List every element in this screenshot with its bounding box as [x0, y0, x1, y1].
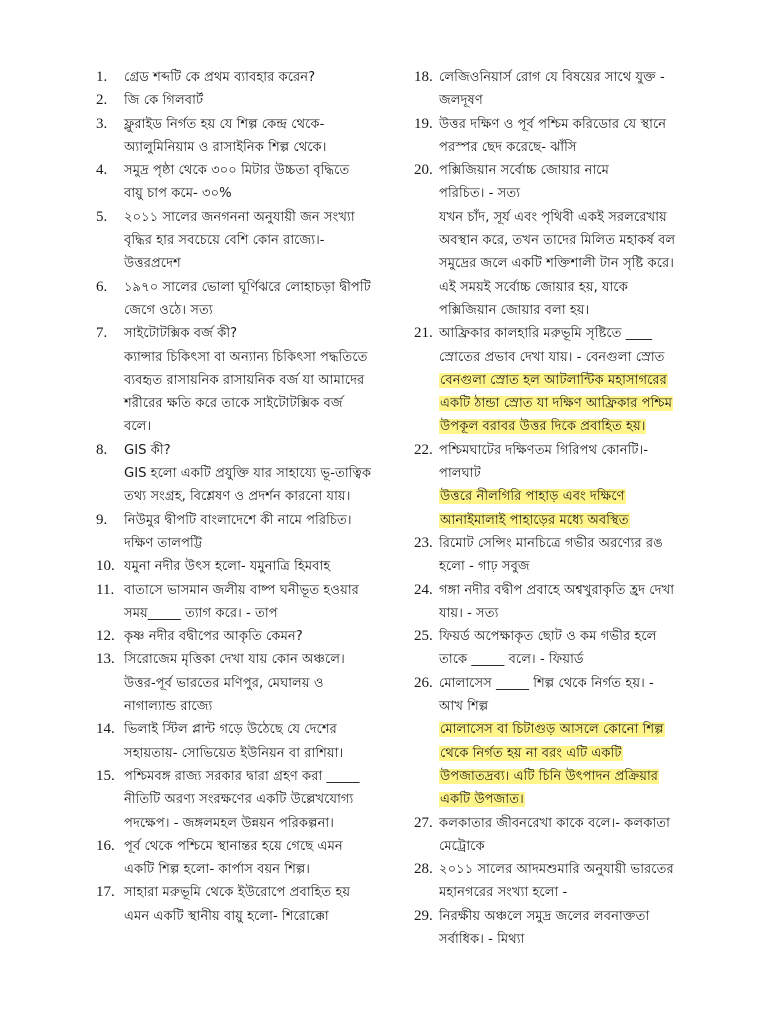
- question-line: [439, 66, 696, 89]
- question-number: 18.: [414, 69, 433, 85]
- question-item: [96, 579, 386, 626]
- question-line: [124, 555, 386, 578]
- line-text: সাইটোটক্সিক বর্জ কী?: [124, 326, 238, 342]
- question-item: [96, 718, 386, 765]
- question-number: 2.: [96, 92, 108, 109]
- line-text: গ্রেড শব্দটি কে প্রথম ব্যাবহার করেন?: [124, 70, 316, 85]
- question-line: [124, 509, 386, 532]
- line-text: জলদূষণ: [439, 93, 483, 109]
- question-line: [439, 695, 696, 718]
- question-item: [96, 113, 386, 160]
- question-line: [124, 672, 386, 695]
- question-body: [439, 672, 696, 812]
- question-number: 27.: [414, 814, 433, 831]
- line-text: জেগে ওঠে। সত্য: [124, 302, 213, 318]
- question-number: 1.: [96, 69, 108, 85]
- question-body: [124, 66, 386, 89]
- question-line: [439, 602, 696, 625]
- question-line: [439, 555, 696, 578]
- question-item: [414, 66, 696, 113]
- question-line: [124, 695, 386, 718]
- question-line: [439, 369, 696, 392]
- question-item: [96, 509, 386, 556]
- line-text: নিউমুর দ্বীপটি বাংলাদেশে কী নামে পরিচিত।: [124, 512, 352, 528]
- question-line: [439, 346, 696, 369]
- question-line: [124, 742, 386, 765]
- question-item: [414, 858, 696, 905]
- highlighted-answer-text: থেকে নির্গত হয় না বরং এটি একটি: [440, 745, 622, 761]
- question-line: [439, 835, 696, 858]
- question-number: 8.: [96, 441, 108, 458]
- question-line: [439, 462, 696, 485]
- question-line: [439, 276, 696, 299]
- question-line: [124, 439, 386, 462]
- line-text: শরীরের ক্ষতি করে তাকে সাইটোটক্সিক বর্জ: [124, 396, 343, 412]
- line-text: নিরক্ষীয় অঞ্চলে সমুদ্র জলের লবনাক্ততা: [439, 908, 650, 924]
- line-text: পশ্চিমঘাটের দক্ষিণতম গিরিপথ কোনটি।-: [439, 442, 649, 458]
- line-text: যায়। - সত্য: [439, 605, 499, 621]
- highlighted-answer-text: উপকূল বরাবর উত্তর দিকে প্রবাহিত হয়।: [440, 419, 646, 435]
- line-text: কলকাতার জীবনরেখা কাকে বলে।- কলকাতা: [439, 815, 671, 831]
- question-item: [414, 159, 696, 322]
- line-text: ২০১১ সালের জনগননা অনুযায়ী জন সংখ্যা: [124, 209, 355, 225]
- question-number: 17.: [96, 884, 115, 901]
- question-line: [439, 322, 696, 345]
- line-text: মহানগরের সংখ্যা হলো -: [439, 885, 568, 901]
- question-line: [124, 858, 386, 881]
- line-text: সিরোজেম মৃত্তিকা দেখা যায় কোন অঞ্চলে।: [124, 652, 345, 668]
- highlighted-answer-text: আনাইমালাই পাহাড়ের মধ্যে অবস্থিত: [440, 512, 629, 528]
- question-line: [439, 905, 696, 928]
- line-text: বৃদ্ধির হার সবচেয়ে বেশি কোন রাজ্যে।-: [124, 233, 325, 249]
- question-line: [124, 159, 386, 182]
- line-text: সমুদ্র পৃষ্ঠা থেকে ৩০০ মিটার উচ্চতা বৃদ্ধিতে: [124, 163, 350, 179]
- line-text: সর্বাধিক। - মিথ্যা: [439, 931, 525, 947]
- line-text: আফ্রিকার কালহারি মরুভূমি সৃষ্টিতে ____: [439, 326, 653, 342]
- question-line: [439, 229, 696, 252]
- question-number: 3.: [96, 115, 108, 132]
- question-item: [414, 579, 696, 626]
- line-text: কৃষ্ণ নদীর বদ্বীপের আকৃতি কেমন?: [124, 629, 303, 645]
- line-text: একটি শিল্প হলো- কার্পাস বয়ন শিল্প।: [124, 862, 311, 878]
- question-line: [439, 392, 696, 415]
- question-line: [124, 532, 386, 555]
- question-number: 10.: [96, 558, 115, 575]
- line-text: বায়ু চাপ কমে- ৩০%: [124, 186, 232, 202]
- line-text: রিমোট সেন্সিং মানচিত্রে গভীর অরণ্যের রঙ: [439, 535, 663, 551]
- question-number: 12.: [96, 628, 115, 645]
- line-text: এমন একটি স্থানীয় বায়ু হলো- শিরোক্কো: [124, 908, 329, 924]
- question-line: [124, 276, 386, 299]
- question-line: [124, 66, 386, 89]
- line-text: পরিচিত। - সত্য: [439, 186, 521, 202]
- question-number: 20.: [414, 162, 433, 179]
- line-text: গঙ্গা নদীর বদ্বীপ প্রবাহে অশ্বখুরাকৃতি হ্রদ দেখা: [439, 582, 675, 598]
- left-column: [96, 66, 386, 928]
- line-text: ১৯৭০ সালের ভোলা ঘূর্ণিঝরে লোহাচড়া দ্বীপটি: [124, 279, 371, 295]
- line-text: লেজিওনিয়ার্স রোগ যে বিষয়ের সাথে যুক্ত -: [439, 70, 665, 85]
- line-text: পরস্পর ছেদ করেছে- ঝাঁসি: [439, 139, 577, 155]
- question-body: [124, 881, 386, 928]
- question-line: [439, 579, 696, 602]
- line-text: ভিলাই স্টিল প্লান্ট গড়ে উঠেছে যে দেশের: [124, 722, 337, 738]
- line-text: ক্যান্সার চিকিৎসা বা অন্যান্য চিকিৎসা পদ্ধতিতে: [124, 349, 368, 365]
- line-text: পক্সিজিয়ান জোয়ার বলা হয়।: [439, 302, 590, 318]
- question-body: [439, 66, 696, 113]
- line-text: উত্তর-পূর্ব ভারতের মণিপুর, মেঘালয় ও: [124, 675, 324, 691]
- question-line: [124, 229, 386, 252]
- line-text: মোলাসেস _____ শিল্প থেকে নির্গত হয়। -: [439, 675, 654, 691]
- question-line: [124, 415, 386, 438]
- question-item: [96, 322, 386, 438]
- question-line: [124, 346, 386, 369]
- question-line: [124, 881, 386, 904]
- question-body: [124, 89, 386, 112]
- line-text: সময়_____ ত্যাগ করে। - তাপ: [124, 605, 278, 621]
- line-text: যমুনা নদীর উৎস হলো- যমুনাত্রি হিমবাহ: [124, 559, 331, 575]
- question-number: 28.: [414, 861, 433, 878]
- question-number: 22.: [414, 441, 433, 458]
- line-text: ব্যবহৃত রাসায়নিক রাসায়নিক বর্জ যা আমাদের: [124, 372, 365, 388]
- question-number: 26.: [414, 674, 433, 691]
- question-number: 14.: [96, 721, 115, 738]
- line-text: হলো - গাঢ় সবুজ: [439, 559, 530, 575]
- question-item: [414, 905, 696, 952]
- question-line: [124, 905, 386, 928]
- line-text: পক্সিজিয়ান সর্বোচ্চ জোয়ার নামে: [439, 163, 609, 179]
- question-item: [414, 625, 696, 672]
- line-text: জি কে গিলবার্ট: [124, 93, 204, 109]
- question-number: 15.: [96, 767, 115, 784]
- question-item: [96, 555, 386, 578]
- line-text: পশ্চিমবঙ্গ রাজ্য সরকার দ্বারা গ্রহণ করা _____: [124, 768, 360, 784]
- line-text: নীতিটি অরণ্য সংরক্ষণের একটি উল্লেখযোগ্য: [124, 792, 354, 808]
- question-item: [414, 322, 696, 438]
- question-line: [439, 718, 696, 741]
- line-text: সাহারা মরুভূমি থেকে ইউরোপে প্রবাহিত হয়: [124, 885, 351, 901]
- question-body: [124, 835, 386, 882]
- question-body: [124, 765, 386, 835]
- question-item: [96, 159, 386, 206]
- question-item: [96, 765, 386, 835]
- question-line: [124, 182, 386, 205]
- question-line: [439, 113, 696, 136]
- question-line: [124, 718, 386, 741]
- question-line: [439, 485, 696, 508]
- question-line: [124, 579, 386, 602]
- question-body: [124, 509, 386, 556]
- question-line: [439, 648, 696, 671]
- question-item: [96, 439, 386, 509]
- question-line: [439, 182, 696, 205]
- question-body: [124, 439, 386, 509]
- question-line: [439, 136, 696, 159]
- question-body: [124, 206, 386, 276]
- highlighted-answer-text: মোলাসেস বা চিটাগুড় আসলে কোনো শিল্প: [440, 722, 664, 738]
- question-line: [439, 928, 696, 951]
- question-number: 19.: [414, 115, 433, 132]
- question-item: [96, 206, 386, 276]
- question-item: [96, 648, 386, 718]
- highlighted-answer-text: উপজাতদ্রব্য। এটি চিনি উৎপাদন প্রক্রিয়ার: [440, 768, 659, 784]
- line-text: সহায়তায়- সোভিয়েত ইউনিয়ন বা রাশিয়া।: [124, 745, 344, 761]
- question-item: [414, 812, 696, 859]
- question-line: [124, 392, 386, 415]
- question-number: 23.: [414, 534, 433, 551]
- question-line: [124, 625, 386, 648]
- question-line: [124, 206, 386, 229]
- question-line: [439, 881, 696, 904]
- question-line: [124, 462, 386, 485]
- line-text: পালঘাট: [439, 466, 481, 482]
- question-number: 16.: [96, 837, 115, 854]
- line-text: উত্তর দক্ষিণ ও পূর্ব পশ্চিম করিডোর যে স্থানে: [439, 116, 667, 132]
- question-item: [414, 439, 696, 532]
- line-text: সমুদ্রের জলে একটি শক্তিশালী টান সৃষ্টি করে।: [439, 256, 675, 272]
- question-number: 9.: [96, 511, 108, 528]
- question-item: [96, 835, 386, 882]
- line-text: অবস্থান করে, তখন তাদের মিলিত মহাকর্ষ বল: [439, 233, 676, 249]
- line-text: যখন চাঁদ, সূর্য এবং পৃথিবী একই সরলরেখায়: [439, 209, 667, 225]
- question-number: 7.: [96, 325, 108, 342]
- question-line: [124, 765, 386, 788]
- line-text: পদক্ষেপ। - জঙ্গলমহল উন্নয়ন পরিকল্পনা।: [124, 815, 334, 831]
- question-item: [414, 672, 696, 812]
- question-number: 25.: [414, 628, 433, 645]
- question-item: [414, 532, 696, 579]
- question-line: [439, 858, 696, 881]
- question-line: [124, 113, 386, 136]
- question-item: [96, 625, 386, 648]
- question-line: [439, 206, 696, 229]
- question-line: [124, 299, 386, 322]
- line-text: GIS কী?: [124, 442, 171, 458]
- question-line: [124, 485, 386, 508]
- question-number: 5.: [96, 208, 108, 225]
- question-body: [439, 322, 696, 438]
- line-text: তথ্য সংগ্রহ, বিশ্লেষণ ও প্রদর্শন কারনো যায়।: [124, 489, 351, 505]
- line-text: অ্যালুমিনিয়াম ও রাসাইনিক শিল্প থেকে।: [124, 139, 327, 155]
- question-line: [439, 532, 696, 555]
- line-text: আখ শিল্প: [439, 699, 489, 715]
- question-number: 13.: [96, 651, 115, 668]
- question-item: [96, 89, 386, 112]
- question-line: [124, 835, 386, 858]
- question-line: [439, 89, 696, 112]
- line-text: মেট্রোকে: [439, 838, 485, 854]
- line-text: ফ্লুরাইড নির্গত হয় যে শিল্প কেন্দ্র থেকে-: [124, 116, 325, 132]
- highlighted-answer-text: বেনগুলা স্রোত হল আটলান্টিক মহাসাগরের: [440, 372, 667, 388]
- line-text: উত্তরপ্রদেশ: [124, 256, 181, 272]
- question-number: 6.: [96, 278, 108, 295]
- question-body: [124, 555, 386, 578]
- highlighted-answer-text: উত্তরে নীলগিরি পাহাড় এবং দক্ষিণে: [440, 489, 625, 505]
- question-body: [124, 579, 386, 626]
- question-number: 29.: [414, 907, 433, 924]
- question-body: [439, 905, 696, 952]
- question-line: [439, 672, 696, 695]
- question-number: 24.: [414, 581, 433, 598]
- highlighted-answer-text: একটি ঠান্ডা স্রোত যা দক্ষিণ আফ্রিকার পশ্চিম: [440, 396, 673, 412]
- line-text: স্রোতের প্রভাব দেখা যায়। - বেনগুলা স্রোত: [439, 349, 665, 365]
- question-item: [96, 881, 386, 928]
- question-body: [439, 625, 696, 672]
- question-line: [439, 159, 696, 182]
- line-text: দক্ষিণ তালপট্টি: [124, 535, 203, 551]
- question-body: [124, 648, 386, 718]
- question-line: [439, 788, 696, 811]
- line-text: তাকে _____ বলে। - ফিয়ার্ড: [439, 652, 584, 668]
- question-line: [439, 415, 696, 438]
- question-line: [439, 765, 696, 788]
- question-line: [439, 742, 696, 765]
- question-line: [439, 625, 696, 648]
- question-number: 11.: [96, 581, 115, 598]
- line-text: বাতাসে ভাসমান জলীয় বাষ্প ঘনীভূত হওয়ার: [124, 582, 359, 598]
- question-body: [124, 159, 386, 206]
- question-body: [439, 439, 696, 532]
- question-line: [439, 299, 696, 322]
- line-text: বলে।: [124, 419, 152, 435]
- question-body: [124, 718, 386, 765]
- question-item: [414, 113, 696, 160]
- question-line: [124, 788, 386, 811]
- question-body: [124, 113, 386, 160]
- question-line: [439, 509, 696, 532]
- question-body: [439, 812, 696, 859]
- line-text: ফিয়র্ড অপেক্ষাকৃত ছোট ও কম গভীর হলে: [439, 629, 657, 645]
- question-line: [124, 252, 386, 275]
- question-line: [124, 369, 386, 392]
- line-text: নাগাল্যান্ড রাজ্যে: [124, 699, 213, 715]
- question-line: [439, 252, 696, 275]
- question-number: 4.: [96, 162, 108, 179]
- question-item: [96, 276, 386, 323]
- question-item: [96, 66, 386, 89]
- line-text: পূর্ব থেকে পশ্চিমে স্থানান্তর হয়ে গেছে এমন: [124, 838, 343, 854]
- question-line: [124, 136, 386, 159]
- question-body: [439, 579, 696, 626]
- question-body: [439, 532, 696, 579]
- question-line: [124, 602, 386, 625]
- question-body: [124, 276, 386, 323]
- question-body: [124, 322, 386, 438]
- question-line: [124, 89, 386, 112]
- question-body: [439, 113, 696, 160]
- question-line: [124, 322, 386, 345]
- question-body: [124, 625, 386, 648]
- question-line: [124, 648, 386, 671]
- highlighted-answer-text: একটি উপজাত।: [440, 792, 524, 808]
- question-line: [439, 812, 696, 835]
- question-number: 21.: [414, 325, 433, 342]
- question-body: [439, 159, 696, 322]
- question-line: [439, 439, 696, 462]
- line-text: এই সময়ই সর্বোচ্চ জোয়ার হয়, যাকে: [439, 279, 628, 295]
- question-line: [124, 812, 386, 835]
- question-body: [439, 858, 696, 905]
- line-text: GIS হলো একটি প্রযুক্তি যার সাহায্যে ভূ-তাত্বিক: [124, 466, 372, 482]
- right-column: [414, 66, 696, 951]
- line-text: ২০১১ সালের আদমশুমারি অনুযায়ী ভারতের: [439, 862, 674, 878]
